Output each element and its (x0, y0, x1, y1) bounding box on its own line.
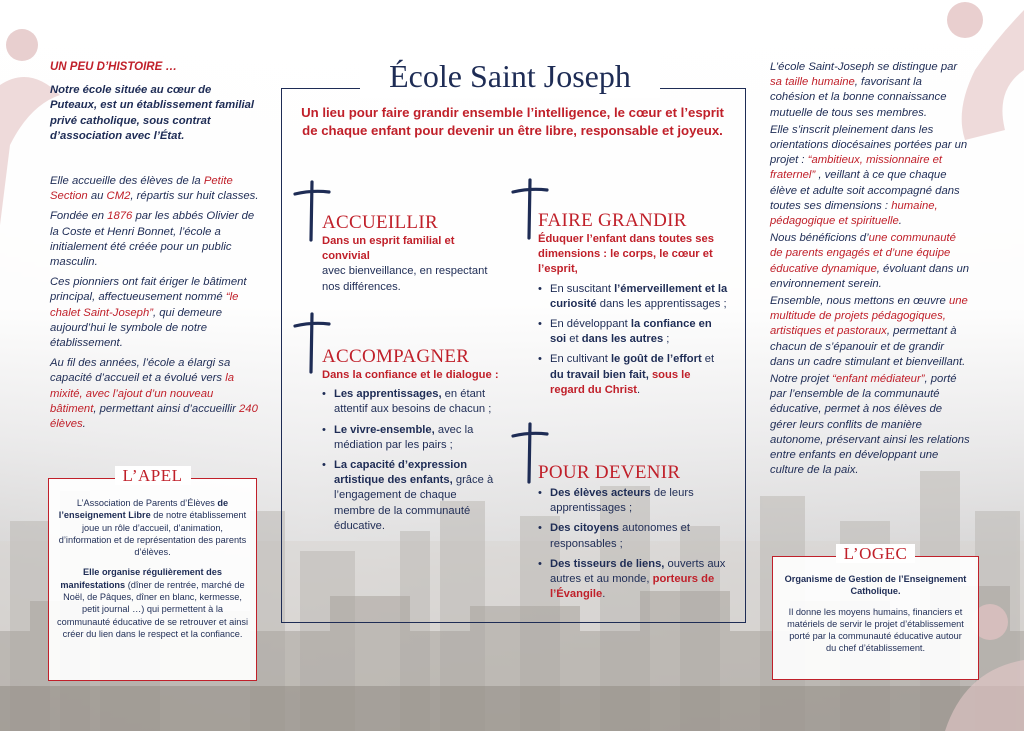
section-faire-grandir (538, 210, 728, 403)
right-paragraph-5: Notre projet “enfant médiateur”, porté par l’ensemble de la communauté éducative, permet à nos élèves de gérer leurs conflits de manière autonome, préservant ainsi les relations entre enfants en développant une culture de la paix. (770, 373, 970, 477)
ogec-box (772, 544, 979, 680)
pour-devenir-title: POUR DEVENIR (538, 462, 681, 483)
right-paragraph-3: Nous bénéficions d’une communauté de parents engagés et d’une équipe éducative dynamique, évoluant dans un environnement serein. (770, 232, 970, 290)
apel-paragraph-2: Elle organise régulièrement des manifestations (dîner de rentrée, marché de Noël, de Pâques, dîner en blanc, kermesse, petit journal …) qui permettent à la communauté éducative de se retrouver et ainsi créer du lien dans le respect et la confiance. (57, 567, 248, 639)
faire-grandir-title: FAIRE GRANDIR (538, 210, 687, 231)
history-column (50, 60, 260, 437)
apel-box (48, 466, 257, 681)
list-item: • Le vivre-ensemble, avec la médiation par les pairs ; (322, 423, 500, 453)
list-item: • En suscitant l’émerveillement et la curiosité dans les apprentissages ; (538, 282, 728, 312)
list-item: • Les apprentissages, en étant attentif aux besoins de chacun ; (322, 387, 500, 417)
section-accompagner (322, 346, 500, 539)
accompagner-title: ACCOMPAGNER (322, 346, 470, 367)
presentation-column (770, 60, 970, 480)
history-intro: Notre école située au cœur de Puteaux, est un établissement familial privé catholique, sous contrat d’association avec l’État. (50, 84, 255, 142)
list-item: • En cultivant le goût de l’effort et du travail bien fait, sous le regard du Christ. (538, 352, 728, 398)
section-accueillir (322, 212, 497, 295)
accueillir-subtitle: Dans un esprit familial et convivial (322, 235, 455, 263)
right-paragraph-2: Elle s’inscrit pleinement dans les orientations diocésaines portées par un projet : “ambitieux, missionnaire et fraternel” , veillant à ce que chaque élève et adulte soit accompagné dans toutes ses dimensions : humaine, pédagogique et spirituelle. (770, 123, 968, 228)
faire-grandir-subtitle: Éduquer l’enfant dans toutes ses dimensions : le corps, le cœur et l’esprit, (538, 233, 714, 276)
right-paragraph-4: Ensemble, nous mettons en œuvre une multitude de projets pédagogiques, artistiques et pastoraux, permettant à chacun de s’épanouir et de grandir dans un cadre stimulant et bienveillant. (770, 295, 968, 368)
list-item: • La capacité d’expression artistique des enfants, grâce à l’engagement de chaque membre de la communauté éducative. (322, 458, 500, 534)
list-item: • Des citoyens autonomes et responsables ; (538, 521, 728, 551)
list-item: • Des élèves acteurs de leurs apprentissages ; (538, 486, 728, 516)
ogec-paragraph-2: Il donne les moyens humains, financiers et matériels de servir le projet d’établissement porté par la communauté éducative autour du chef d’établissement. (787, 606, 964, 654)
accompagner-subtitle: Dans la confiance et le dialogue : (322, 369, 499, 381)
history-paragraph-2: Fondée en 1876 par les abbés Olivier de la Coste et Henri Bonnet, l’école a initialement été créée pour un public masculin. (50, 210, 255, 269)
right-paragraph-1: L’école Saint-Joseph se distingue par sa taille humaine, favorisant la cohésion et la bonne connaissance mutuelle de tous ses membres. (770, 61, 958, 119)
history-heading: UN PEU D’HISTOIRE … (50, 61, 177, 73)
list-item: • En développant la confiance en soi et dans les autres ; (538, 317, 728, 347)
accueillir-title: ACCUEILLIR (322, 212, 438, 233)
apel-paragraph-1: L’Association de Parents d’Élèves de l’enseignement Libre de notre établissement joue un rôle d’accueil, d’animation, d’information et de représentation des parents d’élèves. (58, 498, 247, 558)
history-paragraph-4: Au fil des années, l’école a élargi sa capacité d’accueil et a évolué vers la mixité, avec l’ajout d’un nouveau bâtiment, permettant ainsi d’accueillir 240 élèves. (50, 357, 258, 431)
apel-title: L’APEL (115, 466, 191, 485)
ogec-title: L’OGEC (836, 544, 916, 563)
tagline: Un lieu pour faire grandir ensemble l’intelligence, le cœur et l’esprit de chaque enfant pour devenir un être libre, responsable et joyeux. (301, 105, 724, 138)
ogec-paragraph-1: Organisme de Gestion de l’Enseignement Catholique. (784, 574, 967, 597)
history-paragraph-3: Ces pionniers ont fait ériger le bâtiment principal, affectueusement nommé “le chalet Saint-Joseph”, qui demeure aujourd’hui le symbole de notre établissement. (50, 276, 247, 350)
accueillir-text: avec bienveillance, en respectant nos différences. (322, 265, 488, 293)
history-paragraph-1: Elle accueille des élèves de la Petite Section au CM2, répartis sur huit classes. (50, 175, 259, 203)
section-pour-devenir (538, 462, 728, 607)
list-item: • Des tisseurs de liens, ouverts aux autres et au monde, porteurs de l’Évangile. (538, 557, 728, 603)
page-title: École Saint Joseph (360, 54, 660, 98)
